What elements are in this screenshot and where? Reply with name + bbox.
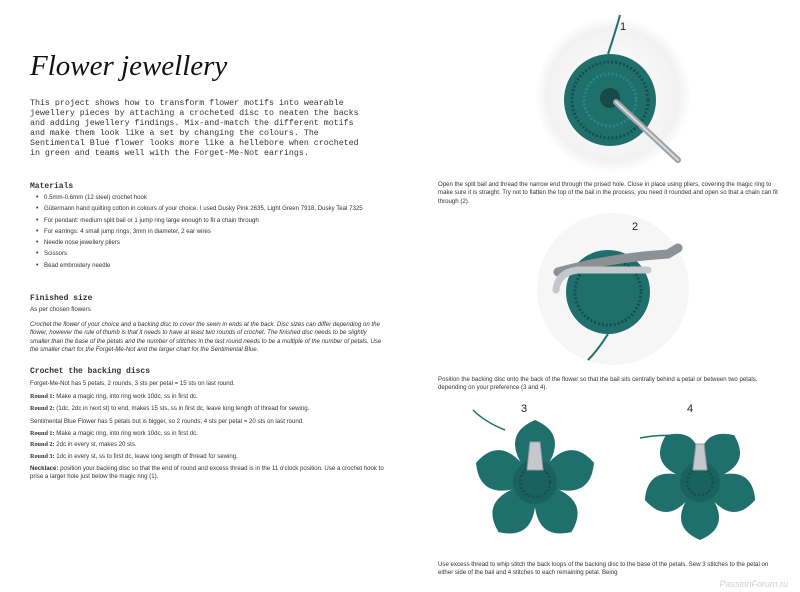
materials-heading: Materials bbox=[30, 182, 74, 191]
fmn-round-2 bbox=[30, 405, 309, 412]
bail-icon bbox=[693, 444, 707, 470]
list-item: • Needle nose jewellery pliers bbox=[36, 239, 376, 247]
round-label: Round 3: bbox=[30, 453, 55, 460]
step-1-caption: Open the split bail and thread the narrow end through the prised hole. Close in place using pliers, covering the magic ring to make sure it is straight. Try not to flatten the top of the bail in the process, you need it rounded and open so that a chain can fit through (2). bbox=[438, 181, 778, 205]
finished-size-heading: Finished size bbox=[30, 294, 93, 303]
list-item: • For earrings: 4 small jump rings, 3mm in diameter, 2 ear wires bbox=[36, 228, 376, 236]
sb-round-2 bbox=[30, 441, 137, 448]
sb-round-3 bbox=[30, 453, 238, 460]
flower-3 bbox=[470, 410, 600, 544]
necklace-label: Necklace: bbox=[30, 465, 59, 472]
materials-list bbox=[36, 194, 376, 273]
round-text: Make a magic ring, into ring work 10dc, ss in first dc. bbox=[56, 393, 198, 400]
backing-heading: Crochet the backing discs bbox=[30, 367, 151, 376]
crochet-paragraph: Crochet the flower of your choice and a backing disc to cover the sewn in ends at the back. Disc sizes can differ depending on the flower, however the rule of thumb is that it needs to have at least two rounds of crochet. The finished disc needs to be slightly smaller than the base of the petals and the number of stitches in the last round needs to be a multiple of the number of petals. Use the smaller chart for the Forget-Me-Not and the larger chart for the Sentimental Blue. bbox=[30, 321, 382, 354]
necklace-instruction bbox=[30, 465, 390, 482]
watermark: PassionForum.ru bbox=[719, 579, 788, 589]
round-text: (1dc, 2dc in next st) to end, makes 15 sts, ss in first dc, leave long length of thread for sewing. bbox=[56, 405, 310, 412]
list-item: • Scissors bbox=[36, 250, 376, 258]
step-number-1: 1 bbox=[620, 21, 627, 33]
necklace-text: position your backing disc so that the end of round and excess thread is in the 11 o'clock position. Use a crochet hook to prise a larger hole just below the magic ring (1). bbox=[30, 465, 384, 481]
list-item: • 0.5mm-0.6mm (12 steel) crochet hook bbox=[36, 194, 376, 202]
round-text: 2dc in every st, makes 20 sts. bbox=[56, 441, 137, 448]
sb-intro: Sentimental Blue Flower has 5 petals but is bigger, so 2 rounds, 4 sts per petal = 20 sts on last round. bbox=[30, 418, 304, 425]
step-3-caption: Use excess thread to whip stitch the back loops of the backing disc to the base of the petals. Sew 3 stitches to the petal on either side of the bail and 4 stitches to each remaining petal. Being bbox=[438, 561, 769, 577]
finished-size-value: As per chosen flowers bbox=[30, 306, 91, 313]
step-2-caption: Position the backing disc onto the back of the flower so that the bail sits centrally behind a petal or between two petals, depending on your preference (3 and 4). bbox=[438, 376, 758, 392]
fmn-intro: Forget-Me-Not has 5 petals, 2 rounds, 3 sts per petal = 15 sts on last round. bbox=[30, 380, 235, 387]
round-text: 1dc in every st, ss to first dc, leave long length of thread for sewing. bbox=[56, 453, 238, 460]
round-text: Make a magic ring, into ring work 10dc, ss in first dc. bbox=[56, 430, 198, 437]
list-item: • For pendant: medium split bail or 1 jump ring large enough to fit a chain through bbox=[36, 217, 376, 225]
page-title: Flower jewellery bbox=[30, 50, 228, 82]
intro-paragraph: This project shows how to transform flower motifs into wearable jewellery pieces by attaching a crocheted disc to neaten the backs and adding jewellery findings. Mix-and-match the different motifs and make them look like a set by changing the colours. The Sentimental Blue flower looks more like a hellebore when crocheted in green and teams well with the Forget-Me-Not earrings. bbox=[30, 99, 359, 158]
step-1-photo bbox=[528, 10, 698, 175]
step-number-3: 3 bbox=[521, 403, 528, 415]
step-3-4-photo bbox=[445, 396, 795, 556]
round-label: Round 1: bbox=[30, 430, 55, 437]
round-label: Round 2: bbox=[30, 405, 55, 412]
round-label: Round 1: bbox=[30, 393, 55, 400]
fmn-round-1 bbox=[30, 393, 198, 400]
list-item: • Gütermann hand quilting cotton in colours of your choice. I used Dusky Pink 2635, Light Green 7918, Dusky Teal 7325 bbox=[36, 205, 376, 213]
list-item: • Bead embroidery needle bbox=[36, 262, 376, 270]
flower-4 bbox=[639, 424, 761, 540]
step-number-2: 2 bbox=[632, 221, 639, 233]
step-number-4: 4 bbox=[687, 403, 694, 415]
bail-icon bbox=[527, 442, 543, 470]
sb-round-1 bbox=[30, 430, 198, 437]
step-2-photo bbox=[528, 210, 698, 368]
round-label: Round 2: bbox=[30, 441, 55, 448]
